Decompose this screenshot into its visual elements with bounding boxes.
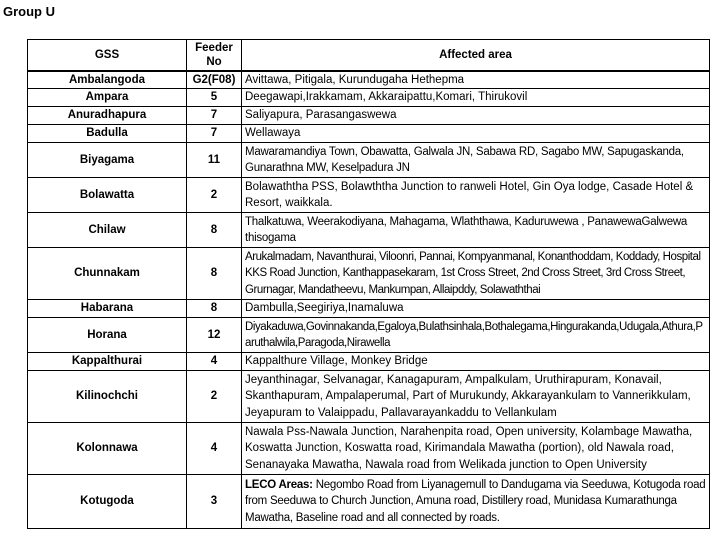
gss-cell: Habarana	[28, 300, 187, 318]
table-row	[28, 318, 710, 353]
table-row	[28, 423, 710, 475]
feeder-cell: 11	[187, 143, 242, 178]
feeder-cell: 8	[187, 300, 242, 318]
gss-cell: Horana	[28, 318, 187, 353]
gss-cell: Ampara	[28, 89, 187, 107]
affected-areas-table	[27, 39, 710, 529]
feeder-cell: 3	[187, 475, 242, 529]
feeder-cell: 5	[187, 89, 242, 107]
gss-cell: Anuradhapura	[28, 107, 187, 125]
feeder-cell: 4	[187, 353, 242, 371]
area-cell: Bolawaththa PSS, Bolawththa Junction to ranweli Hotel, Gin Oya lodge, Casade Hotel & Resort, waikkala.	[242, 178, 710, 213]
feeder-cell: G2(F08)	[187, 71, 242, 89]
gss-cell: Ambalangoda	[28, 71, 187, 89]
column-header-feeder-line1: Feeder	[195, 41, 233, 54]
table-row	[28, 475, 710, 529]
gss-cell: Badulla	[28, 125, 187, 143]
table-row	[28, 213, 710, 248]
area-cell: Avittawa, Pitigala, Kurundugaha Hethepma	[242, 71, 710, 89]
area-cell: Dambulla,Seegiriya,Inamaluwa	[242, 300, 710, 318]
table-row	[28, 178, 710, 213]
feeder-cell: 8	[187, 213, 242, 248]
table-row	[28, 107, 710, 125]
area-cell: Thalkatuwa, Weerakodiyana, Mahagama, Wlaththawa, Kaduruwewa , PanawewaGalwewa thisogama	[242, 213, 710, 248]
column-header-feeder-line2: No	[206, 55, 222, 68]
area-cell: Mawaramandiya Town, Obawatta, Galwala JN, Sabawa RD, Sagabo MW, Sapugaskanda, Gunarathna MW, Keselpadura JN	[242, 143, 710, 178]
area-cell: Saliyapura, Parasangaswewa	[242, 107, 710, 125]
area-cell: Wellawaya	[242, 125, 710, 143]
gss-cell: Kolonnawa	[28, 423, 187, 475]
gss-cell: Chilaw	[28, 213, 187, 248]
table-header-row	[28, 40, 710, 71]
gss-cell: Kilinochchi	[28, 371, 187, 423]
table-row	[28, 248, 710, 300]
table-row	[28, 89, 710, 107]
table-row	[28, 71, 710, 89]
feeder-cell: 8	[187, 248, 242, 300]
feeder-cell: 7	[187, 125, 242, 143]
table-row	[28, 143, 710, 178]
area-cell	[242, 475, 710, 529]
group-title: Group U	[3, 4, 55, 19]
area-cell: Jeyanthinagar, Selvanagar, Kanagapuram, Ampalkulam, Uruthirapuram, Konavail, Skanthapuram, Ampalaperumal, Part of Murukundy, Akkarayankulam to Vannerikkulam, Jeyapuram to Valaippadu, Pallavarayankaddu to Vellankulam	[242, 371, 710, 423]
gss-cell: Kotugoda	[28, 475, 187, 529]
gss-cell: Kappalthurai	[28, 353, 187, 371]
area-cell: Diyakaduwa,Govinnakanda,Egaloya,Bulathsinhala,Bothalegama,Hingurakanda,Udugala,Athura,Paruthalwila,Paragoda,Nirawella	[242, 318, 710, 353]
column-header-feeder	[187, 40, 242, 71]
feeder-cell: 7	[187, 107, 242, 125]
column-header-affected-area: Affected area	[242, 40, 710, 71]
feeder-cell: 4	[187, 423, 242, 475]
table-row	[28, 371, 710, 423]
gss-cell: Biyagama	[28, 143, 187, 178]
area-cell: Nawala Pss-Nawala Junction, Narahenpita road, Open university, Kolambage Mawatha, Koswatta Junction, Koswatta road, Kirimandala Mawatha (portion), old Nawala road, Senanayaka Mawatha, Nawala road from Welikada junction to Open University	[242, 423, 710, 475]
table-row	[28, 353, 710, 371]
table-row	[28, 300, 710, 318]
column-header-gss: GSS	[28, 40, 187, 71]
gss-cell: Chunnakam	[28, 248, 187, 300]
area-cell: Kappalthure Village, Monkey Bridge	[242, 353, 710, 371]
area-cell: Deegawapi,Irakkamam, Akkaraipattu,Komari, Thirukovil	[242, 89, 710, 107]
leco-areas-label: LECO Areas:	[245, 478, 313, 491]
feeder-cell: 2	[187, 178, 242, 213]
area-cell: Arukalmadam, Navanthurai, Viloonri, Pannai, Kompyanmanal, Konanthoddam, Koddady, Hospital KKS Road Junction, Kanthappasekaram, 1st Cross Street, 2nd Cross Street, 3rd Cross Street, Grurnagar, Mandatheevu, Mankumpan, Allaipddy, Solawaththai	[242, 248, 710, 300]
area-text: Negombo Road from Liyanagemull to Dandugama via Seeduwa, Kotugoda road from Seeduwa to Church Junction, Amuna road, Distillery road, Munidasa Kumarathunga Mawatha, Baseline road and all connected by roads.	[245, 478, 706, 524]
table-row	[28, 125, 710, 143]
feeder-cell: 12	[187, 318, 242, 353]
gss-cell: Bolawatta	[28, 178, 187, 213]
feeder-cell: 2	[187, 371, 242, 423]
